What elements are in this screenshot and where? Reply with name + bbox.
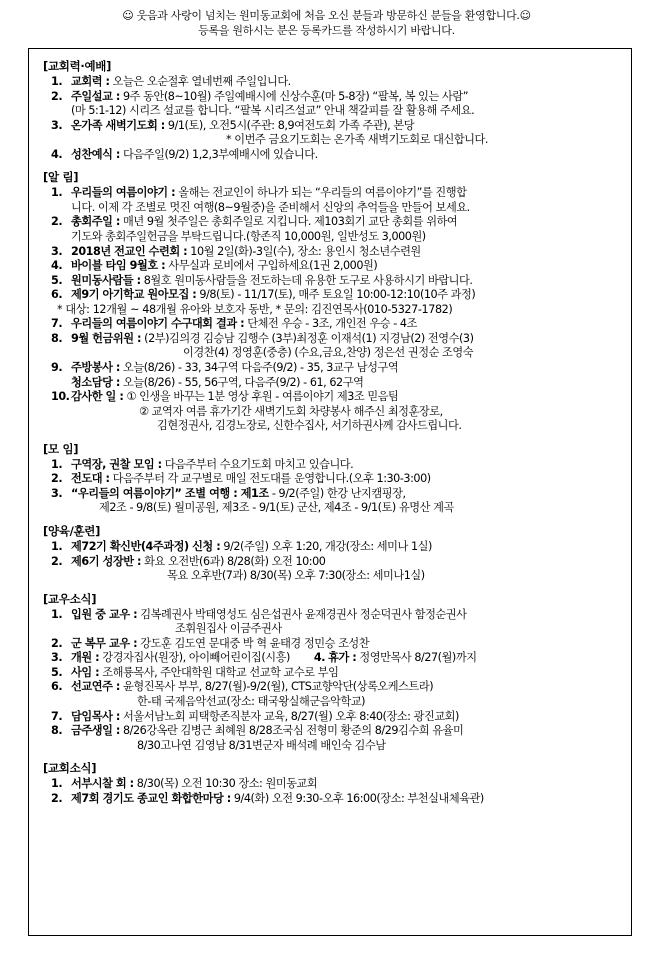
section-meetings (43, 442, 621, 516)
list-item: 3. “우리들의 여름이야기” 조별 여행 : 제1조 - 9/2(주일) 한강 난지캠핑장, 제2조 - 9/8(토) 월미공원, 제3조 - 9/1(토) 군산, 제4조 - 9/1(토) 유명산 계곡 (51, 486, 454, 515)
section-calendar (43, 59, 621, 162)
list-item: 1. 구역장, 권찰 모임 : 다음주부터 수요기도회 마치고 있습니다. (51, 457, 354, 471)
welcome-line-1: ☺ 웃음과 사랑이 넘치는 원미동교회에 처음 오신 분들과 방문하신 분들을 환영합니다.☺ (122, 9, 531, 22)
list-item: 2. 제7회 경기도 종교인 화합한마당 : 9/4(화) 오전 9:30-오후 16:00(장소: 부천실내체육관) (51, 791, 484, 805)
list-item: 2. 총회주일 : 매년 9월 첫주일은 총회주일로 지킵니다. 제103회기 교단 총회를 위하여 기도와 총회주일헌금을 부탁드립니다.(항존직 10,000원, 일반성도 3,000원) (51, 215, 458, 243)
list-item: 2. 주일설교 : 9주 동안(8~10월) 주일예배시에 신상수훈(마 5-8장) “팔복, 복 있는 사람” (마 5:1-12) 시리즈 설교를 합니다. “팔복 시리즈설교” 안내 책갈피를 잘 활용해 주세요. (51, 89, 475, 118)
list-item: 2. 제6기 성장반 : 화요 오전반(6과) 8/28(화) 오전 10:00 목요 오후반(7과) 8/30(목) 오후 7:30(장소: 세미나1실) (51, 554, 425, 583)
section-title: [모 임] (43, 441, 79, 456)
list-item: 1. 교회력 : 오늘은 오순절후 열네번째 주일입니다. (51, 74, 291, 88)
list-item: 1. 서부시찰 회 : 8/30(목) 오전 10:30 장소: 원미동교회 (51, 777, 318, 791)
list-item: 7. 담임목사 : 서울서남노회 피택항존직분자 교육, 8/27(월) 오후 8:40(장소: 광진교회) (51, 709, 459, 723)
list-item: 10. 감사한 일 : ① 인생을 바꾸는 1분 영상 후원 - 여름이야기 제3조 믿음팀 ② 교역자 여름 휴가기간 새벽기도회 차량봉사 해주신 최정훈장로, 김현정권사, 김경노장로, 신한수집사, 서기하권사께 감사드립니다. (51, 390, 462, 433)
list-item: 6. 제9기 아기학교 원아모집 : 9/8(토) - 11/17(토), 매주 토요일 10:00-12:10(10주 과정) (51, 288, 476, 302)
list-item: 3. 개원 : 강경자집사(원장), 아이빼어린이집(시흥) 4. 휴가 : 정영만목사 8/27(월)까지 (51, 651, 477, 665)
section-title: [양육/훈련] (43, 524, 101, 538)
list-item: 3. 온가족 새벽기도회 : 9/1(토), 오전5시(주관: 8,9여전도회 가족 주관), 본당 * 이번주 금요기도회는 온가족 새벽기도회로 대신합니다. (51, 118, 488, 147)
list-item: 7. 우리들의 여름이야기 수구대회 결과 : 단체전 우승 - 3조, 개인전 우승 - 4조 (51, 317, 417, 331)
list-item: 9. 주방봉사 : 오늘(8/26) - 33, 34구역 다음주(9/2) - 35, 3교구 남성구역 청소담당 : 오늘(8/26) - 55, 56구역, 다음주(9/2) - 61, 62구역 (51, 361, 399, 389)
list-item: 1. 제72기 확신반(4주과정) 신청 : 9/2(주일) 오후 1:20, 개강(장소: 세미나 1실) (51, 539, 432, 553)
list-item: 5. 원미동사람들 : 8월호 원미동사람들을 전도하는데 유용한 도구로 사용하시기 바랍니다. (51, 273, 473, 287)
section-training (43, 524, 621, 584)
list-item: 2. 전도대 : 다음주부터 각 교구별로 매일 전도대를 운영합니다.(오후 1:30-3:00) (51, 472, 431, 486)
section-notices (43, 170, 621, 434)
infant-school-note: * 대상: 12개월 ~ 48개월 유아와 보호자 동반, * 문의: 김진연목사(010-5327-1782) (57, 302, 453, 316)
list-item: 2. 군 복무 교우 : 강도훈 김도연 문대중 박 혁 윤태경 정민승 조성찬 (51, 636, 370, 650)
section-title: [교회소식] (43, 761, 97, 776)
list-item: 4. 성찬예식 : 다음주일(9/2) 1,2,3부예배시에 있습니다. (51, 147, 318, 161)
section-title: [교우소식] (43, 591, 97, 606)
section-title: [알 림] (43, 170, 79, 185)
section-external (43, 761, 621, 806)
list-item: 6. 선교연주 : 윤형진목사 부부, 8/27(월)-9/2(월), CTS교향악단(상록오케스트라) 한-태 국제음악선교(장소: 태국왕실해군음악학교) (51, 680, 434, 708)
list-item: 1. 입원 중 교우 : 김복례권사 박태영성도 심은섭권사 윤재경권사 정순덕권사 함정순권사 조휘원집사 이금주권사 (51, 607, 467, 636)
list-item: 5. 사임 : 조해룡목사, 주안대학원 대학교 선교학 교수로 부임 (51, 665, 339, 679)
bulletin-frame (28, 48, 632, 936)
section-members (43, 592, 621, 754)
list-item: 1. 우리들의 여름이야기 : 올해는 전교인이 하나가 되는 “우리들의 여름이야기”를 진행합 니다. 이제 각 조별로 멋진 여행(8~9월중)을 준비해서 신앙의 추억들을 만들어 보세요. (51, 186, 470, 214)
list-item: 8. 금주생일 : 8/26강옥란 김병근 최혜원 8/28조국심 전형미 황준의 8/29김수희 유율미 8/30고나연 김영남 8/31변군자 배석례 배인숙 김수남 (51, 724, 464, 752)
welcome-header (0, 0, 653, 46)
list-item: 8. 9월 헌금위원 : (2부)김의경 김승남 김행수 (3부)최정훈 이재석(1) 지경남(2) 전영수(3) 이경찬(4) 정영훈(중층) (수요,금요,찬양) 정은선 권정순 조영숙 (51, 331, 474, 360)
section-title: [교회력·예배] (43, 59, 112, 73)
welcome-line-2: 등록을 원하시는 분은 등록카드를 작성하시기 바랍니다. (198, 24, 455, 37)
list-item: 3. 2018년 전교인 수련회 : 10월 2일(화)-3일(수), 장소: 용인시 청소년수련원 (51, 244, 421, 258)
list-item: 4. 바이블 타임 9월호 : 사무실과 로비에서 구입하세요(1권 2,000원) (51, 259, 378, 273)
